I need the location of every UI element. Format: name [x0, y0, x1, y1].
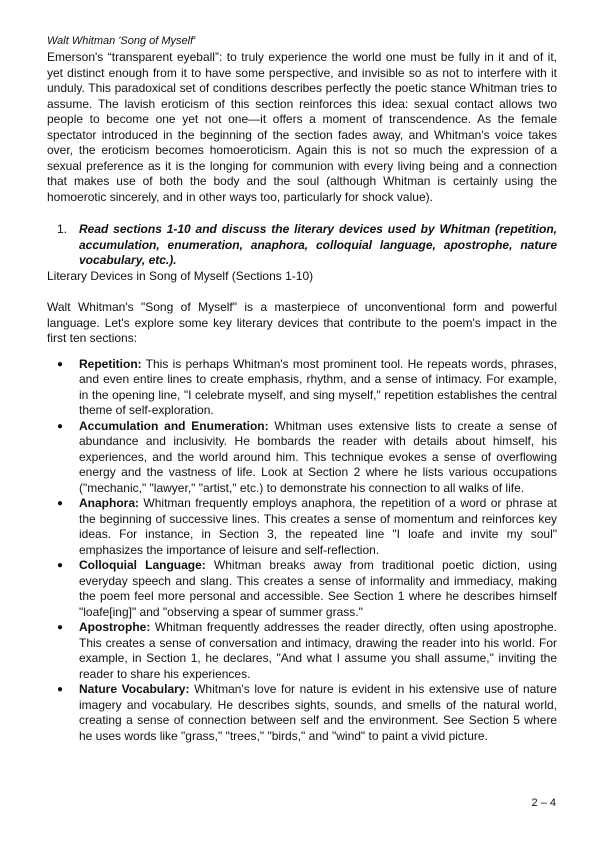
bullet-icon: ●: [57, 420, 64, 432]
device-term: Accumulation and Enumeration:: [79, 418, 269, 433]
device-item: [47, 419, 557, 497]
intro-paragraph: Emerson's “transparent eyeball”: to truly experience the world one must be fully in it and of it, yet distinct enough from it to have some perspective, and invisible so as not to interfere with it unduly. This paradoxical set of conditions describes perfectly the poetic stance Whitman tries to assume. The lavish eroticism of this section reinforces this idea: sexual contact allows two people to become one yet not one—it offers a moment of transcendence. As the female spectator introduced in the beginning of the section fades away, and Whitman's voice takes over, the eroticism becomes homoeroticism. Again this is not so much the expression of a sexual preference as it is the longing for communion with every living being and a connection that makes use of both the body and the soul (although Whitman is certainly using the homoerotic sincerely, and in other ways too, particularly for shock value).: [47, 50, 557, 204]
device-item: [47, 620, 557, 682]
page-number: 2 – 4: [531, 797, 556, 809]
device-description: Whitman's love for nature is evident in his extensive use of nature imagery and vocabulary. He describes sights, sounds, and smells of the natural world, creating a sense of connection between self and the environment. See Section 5 where he uses words like "grass," "trees," "birds," and "wind" to paint a vivid picture.: [79, 682, 557, 743]
bullet-icon: ●: [57, 622, 64, 633]
bullet-icon: ●: [57, 358, 64, 370]
device-item: [47, 682, 557, 744]
question-list: [47, 222, 557, 269]
device-term: Apostrophe:: [79, 620, 151, 634]
bullet-icon: ●: [57, 498, 64, 509]
device-term: Colloquial Language:: [79, 558, 206, 572]
device-description: Whitman breaks away from traditional poetic diction, using everyday speech and slang. This creates a sense of informality and immediacy, making the poem feel more personal and accessible. See Section 1 where he describes himself "loafe[ing]" and "observing a spear of summer grass.": [79, 558, 557, 619]
device-item: [47, 558, 557, 620]
document-page: [47, 34, 557, 744]
overview-paragraph: Walt Whitman's "Song of Myself" is a masterpiece of unconventional form and powerful language. Let's explore some key literary devices that contribute to the poem's impact in the first ten sections:: [47, 300, 557, 345]
question-item: [47, 222, 557, 269]
device-description: Whitman uses extensive lists to create a sense of abundance and inclusivity. He bombards the reader with details about himself, his experiences, and the world around him. This technique evokes a sense of overflowing energy and the vastness of life. Look at Section 2 where he lists various occupations ("mechanic," "lawyer," "artist," etc.) to demonstrate his connection to all walks of life.: [79, 418, 557, 495]
question-number: 1.: [57, 222, 68, 236]
question-text: Read sections 1-10 and discuss the literary devices used by Whitman (repetition, accumulation, enumeration, anaphora, colloquial language, apostrophe, nature vocabulary, etc.).: [79, 222, 557, 267]
bullet-icon: ●: [57, 560, 64, 571]
document-header-title: Walt Whitman 'Song of Myself': [47, 35, 196, 47]
devices-list: [47, 357, 557, 745]
device-term: Nature Vocabulary:: [79, 682, 190, 696]
device-description: Whitman frequently addresses the reader directly, often using apostrophe. This creates a sense of conversation and intimacy, drawing the reader into his world. For example, in Section 1, he declares, "And what I assume you shall assume," inviting the reader to share his experiences.: [79, 620, 557, 681]
bullet-icon: ●: [57, 684, 64, 695]
section-subheading: Literary Devices in Song of Myself (Sections 1-10): [47, 268, 314, 283]
device-item: [47, 496, 557, 558]
device-description: Whitman frequently employs anaphora, the repetition of a word or phrase at the beginning of successive lines. This creates a sense of momentum and reinforces key ideas. For instance, in Section 3, the repeated line "I loafe and invite my soul" emphasizes the importance of leisure and self-reflection.: [79, 496, 557, 557]
device-item: [47, 357, 557, 419]
device-term: Anaphora:: [79, 496, 139, 510]
device-term: Repetition:: [79, 356, 142, 371]
device-description: This is perhaps Whitman's most prominent tool. He repeats words, phrases, and even entire lines to create emphasis, rhythm, and a sense of intimacy. For example, in the opening line, "I celebrate myself, and sing myself," repetition establishes the central theme of self-exploration.: [79, 356, 557, 417]
